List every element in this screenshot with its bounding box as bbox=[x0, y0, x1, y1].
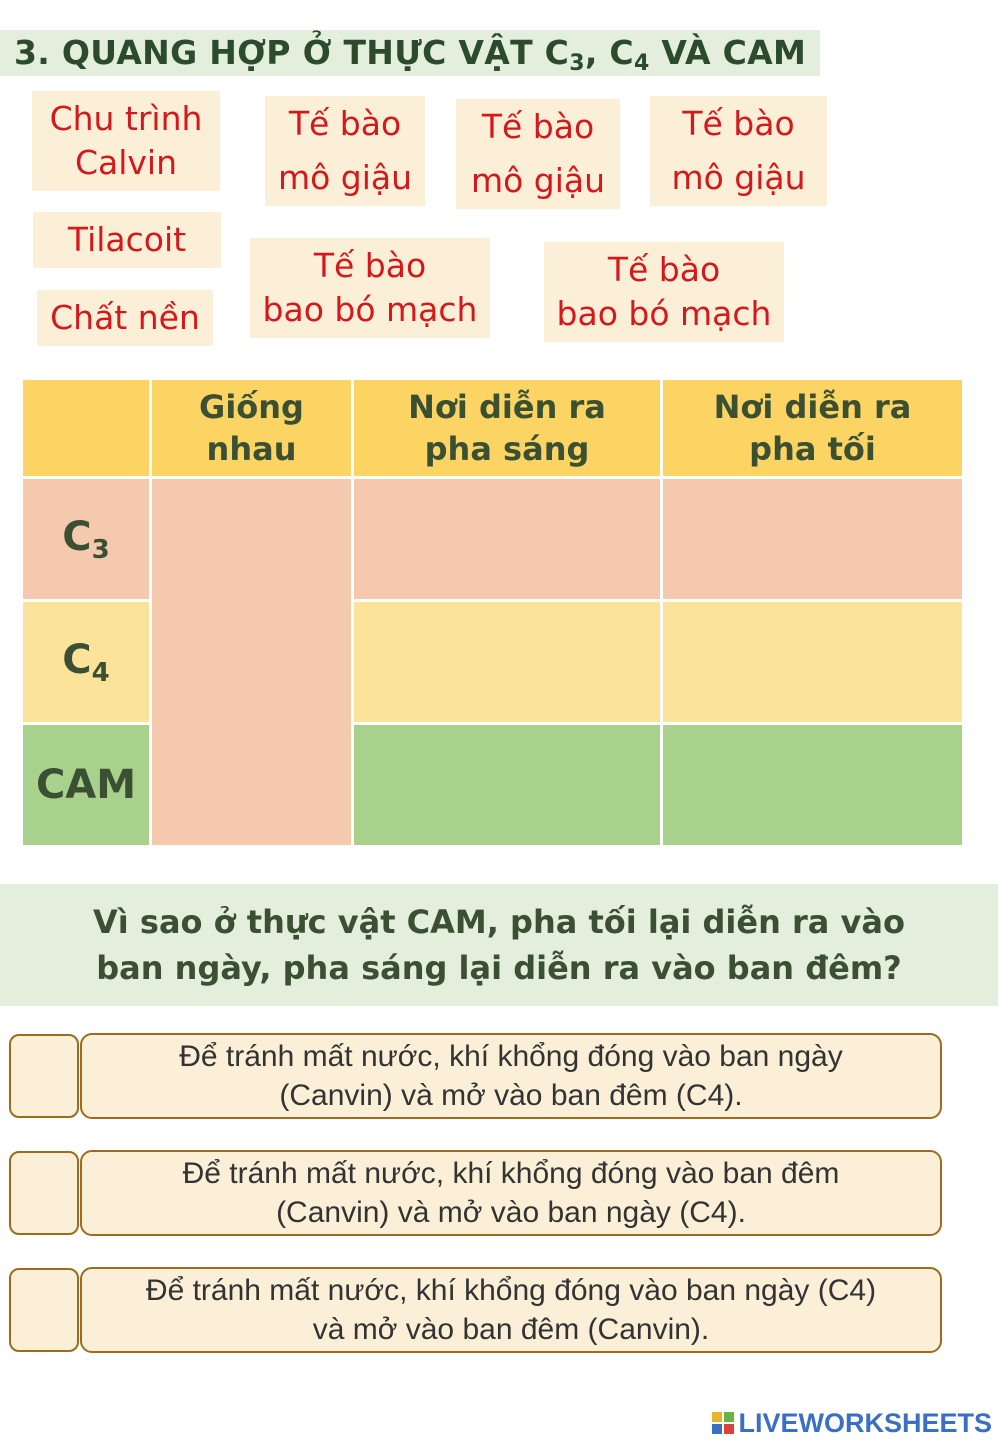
drag-chip-palisade-cell[interactable]: Tế bào mô giậu bbox=[265, 96, 425, 206]
option-checkbox-1[interactable] bbox=[9, 1034, 79, 1118]
option-answer-3[interactable]: Để tránh mất nước, khí khổng đóng vào ban ngày (C4) và mở vào ban đêm (Canvin). bbox=[80, 1267, 942, 1353]
row-label-c3: $C_3$ bbox=[22, 478, 151, 601]
drag-chip-thylakoid[interactable]: Tilacoit bbox=[33, 212, 221, 268]
drop-zone-similarities[interactable] bbox=[151, 478, 353, 847]
liveworksheets-logo bbox=[712, 1406, 992, 1440]
drop-zone-c4-dark-phase[interactable] bbox=[662, 601, 964, 724]
question-text: Vì sao ở thực vật CAM, pha tối lại diễn ra vào ban ngày, pha sáng lại diễn ra vào ban đêm? bbox=[93, 903, 905, 987]
header-similarities: Giống nhau bbox=[151, 379, 353, 478]
option-checkbox-2[interactable] bbox=[9, 1151, 79, 1235]
drag-chip-calvin-cycle[interactable]: Chu trình Calvin bbox=[32, 91, 220, 191]
drag-chip-palisade-cell[interactable]: Tế bào mô giậu bbox=[650, 96, 827, 206]
comparison-table bbox=[20, 377, 965, 848]
row-label-cam: CAM bbox=[22, 724, 151, 847]
header-empty-cell bbox=[22, 379, 151, 478]
drag-chip-stroma[interactable]: Chất nền bbox=[37, 290, 213, 346]
option-answer-2[interactable]: Để tránh mất nước, khí khổng đóng vào ban đêm (Canvin) và mở vào ban ngày (C4). bbox=[80, 1150, 942, 1236]
drag-chip-bundle-sheath-cell[interactable]: Tế bào bao bó mạch bbox=[250, 238, 490, 338]
page-title: 3. QUANG HỢP Ở THỰC VẬT $C_3$, $C_4$ VÀ CAM bbox=[14, 33, 807, 76]
option-answer-1[interactable]: Để tránh mất nước, khí khổng đóng vào ban ngày (Canvin) và mở vào ban đêm (C4). bbox=[80, 1033, 942, 1119]
drop-zone-c3-dark-phase[interactable] bbox=[662, 478, 964, 601]
drop-zone-c4-light-phase[interactable] bbox=[353, 601, 662, 724]
header-dark-phase-location: Nơi diễn ra pha tối bbox=[662, 379, 964, 478]
drag-chip-palisade-cell[interactable]: Tế bào mô giậu bbox=[456, 99, 620, 209]
drop-zone-c3-light-phase[interactable] bbox=[353, 478, 662, 601]
drop-zone-cam-light-phase[interactable] bbox=[353, 724, 662, 847]
drag-chip-bundle-sheath-cell[interactable]: Tế bào bao bó mạch bbox=[544, 242, 784, 342]
liveworksheets-logo-icon bbox=[712, 1412, 734, 1434]
row-label-c4: $C_4$ bbox=[22, 601, 151, 724]
logo-text: LIVEWORKSHEETS bbox=[738, 1407, 992, 1438]
header-light-phase-location: Nơi diễn ra pha sáng bbox=[353, 379, 662, 478]
option-checkbox-3[interactable] bbox=[9, 1268, 79, 1352]
drop-zone-cam-dark-phase[interactable] bbox=[662, 724, 964, 847]
